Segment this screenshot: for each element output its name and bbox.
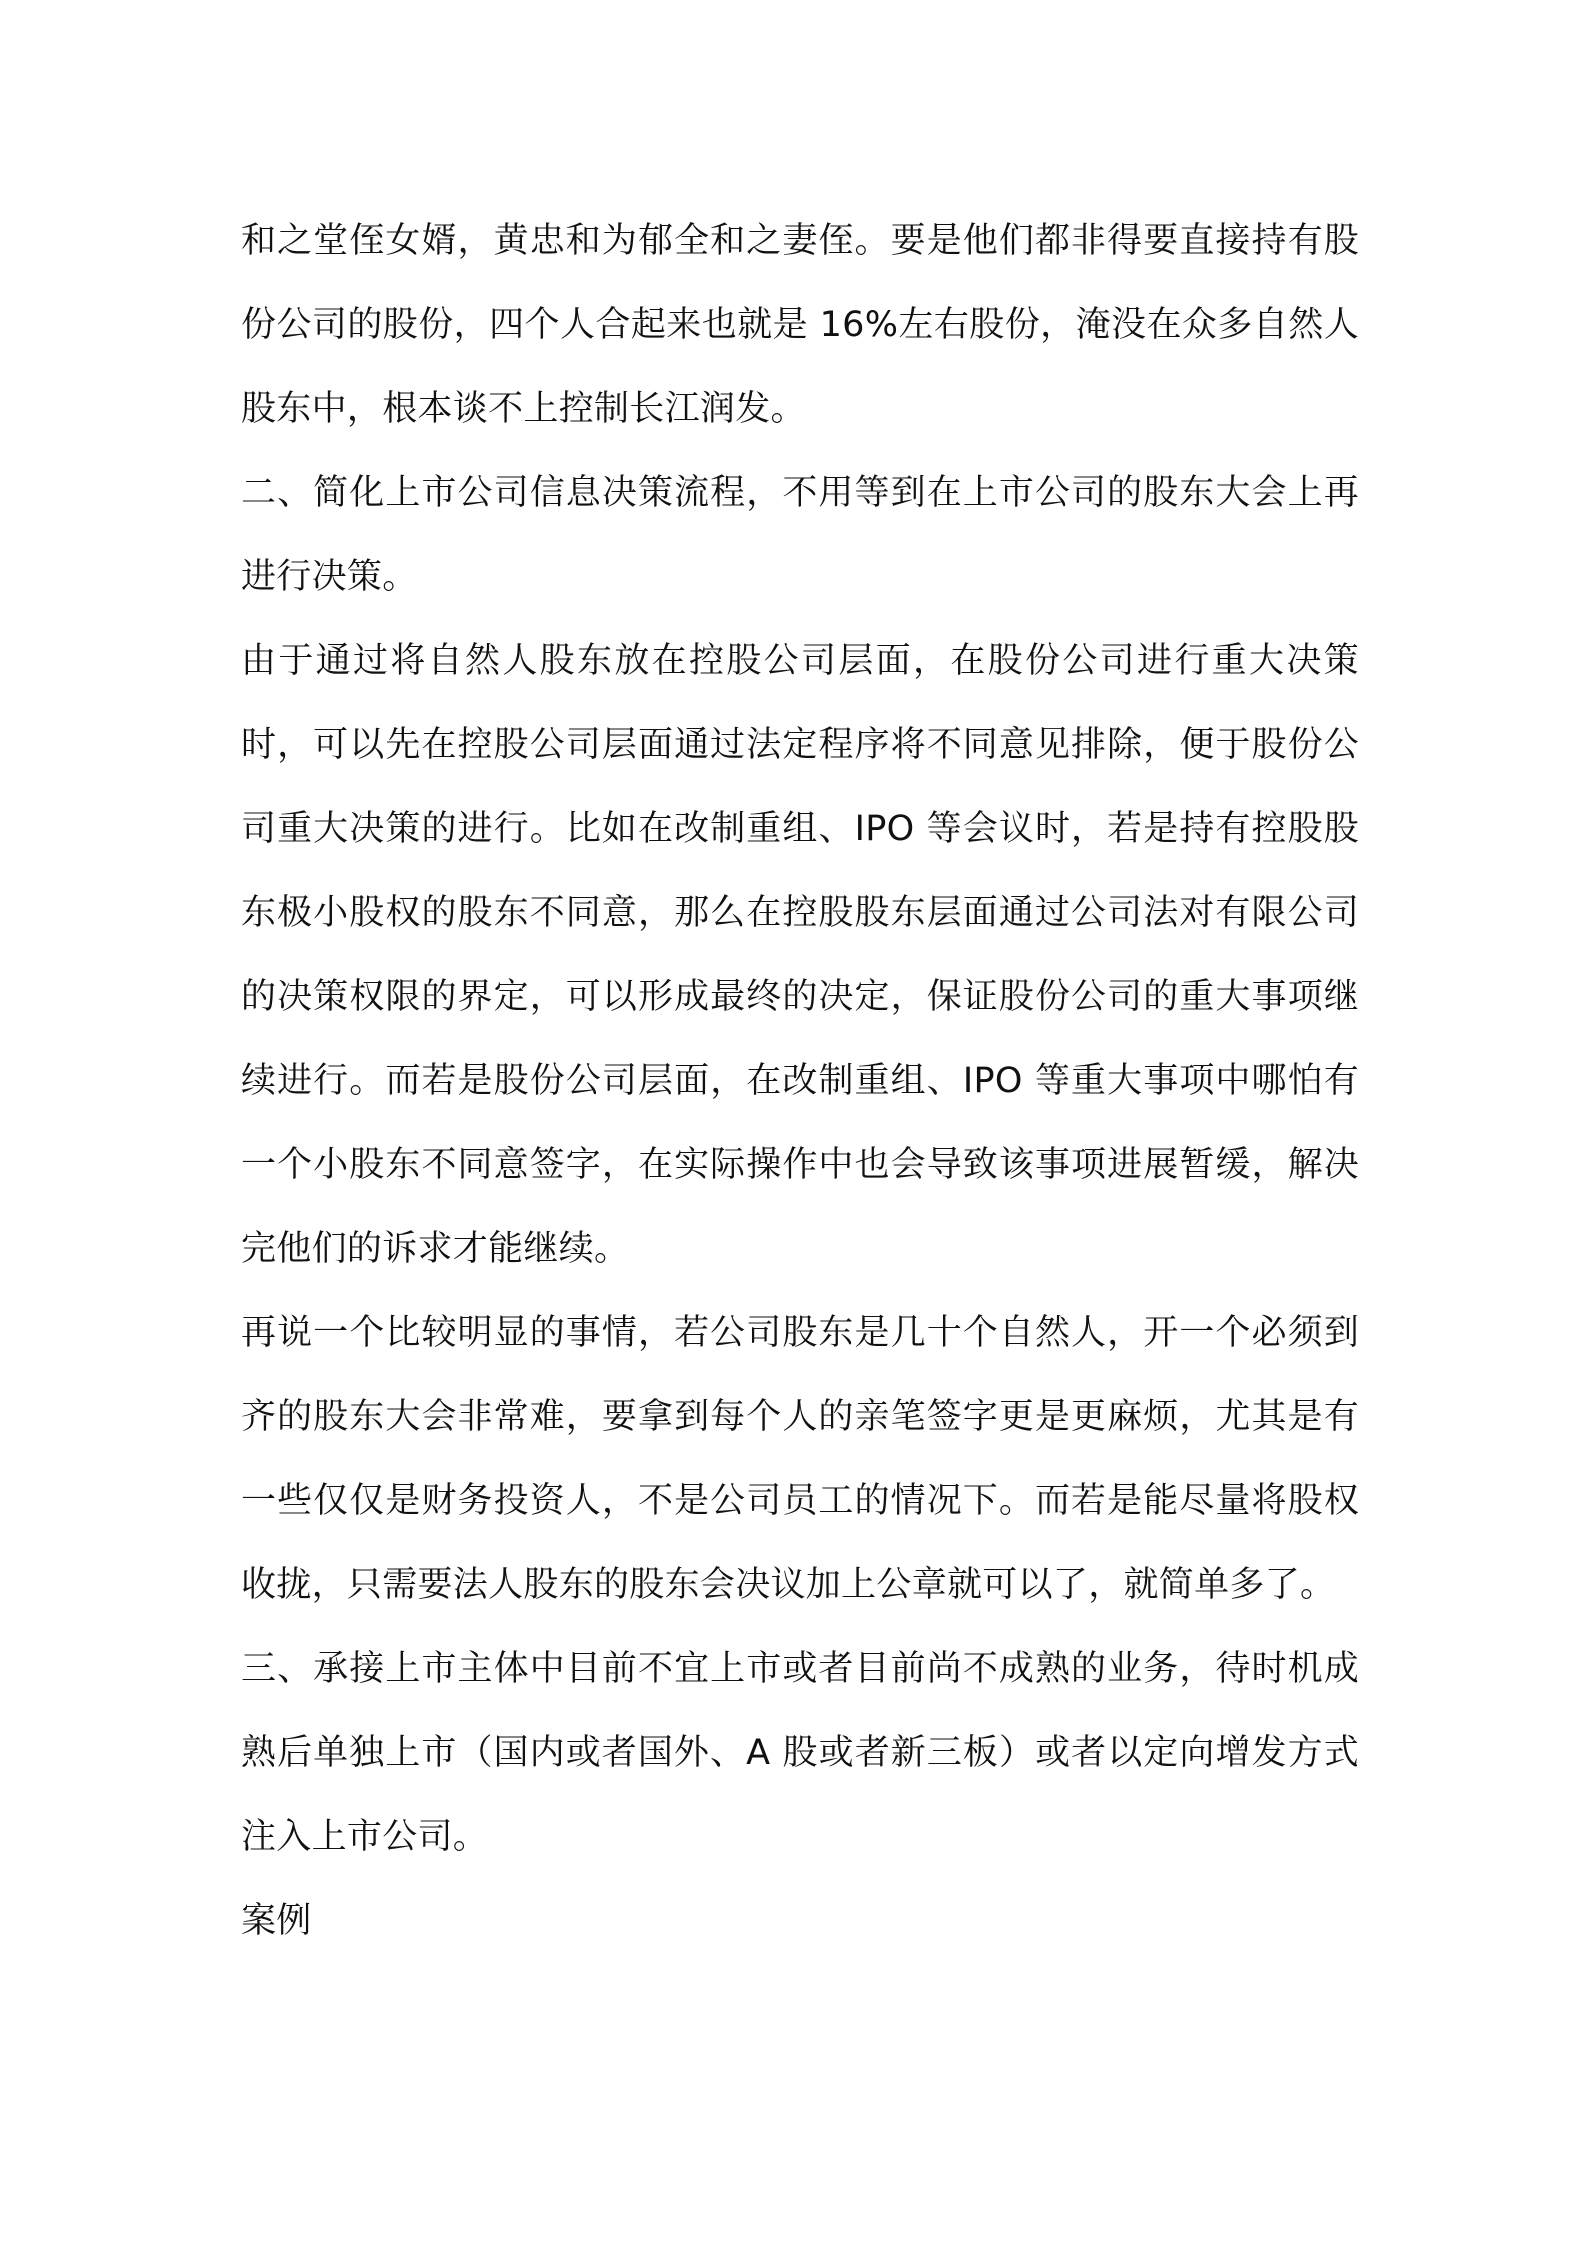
paragraph-case-label: 案例: [241, 1901, 312, 1941]
paragraph-decision-explanation: 由于通过将自然人股东放在控股公司层面，在股份公司进行重大决策时，可以先在控股公司层面通过法定程序将不同意见排除，便于股份公司重大决策的进行。比如在改制重组、IPO 等会议时，若是持有控股股东极小股权的股东不同意，那么在控股股东层面通过公司法对有限公司的决策权限的界定，可以形成最终的决定，保证股份公司的重大事项继续进行。而若是股份公司层面，在改制重组、IPO 等重大事项中哪怕有一个小股东不同意签字，在实际操作中也会导致该事项进展暂缓，解决完他们的诉求才能继续。: [241, 641, 1359, 1269]
paragraph-heading-three: 三、承接上市主体中目前不宜上市或者目前尚不成熟的业务，待时机成熟后单独上市（国内或者国外、A 股或者新三板）或者以定向增发方式注入上市公司。: [241, 1649, 1359, 1857]
paragraph-heading-two: 二、简化上市公司信息决策流程，不用等到在上市公司的股东大会上再进行决策。: [241, 473, 1359, 597]
document-body: [241, 199, 1359, 1963]
paragraph-shareholding-example: 和之堂侄女婿，黄忠和为郁全和之妻侄。要是他们都非得要直接持有股份公司的股份，四个人合起来也就是 16%左右股份，淹没在众多自然人股东中，根本谈不上控制长江润发。: [241, 221, 1359, 429]
paragraph-meeting-example: 再说一个比较明显的事情，若公司股东是几十个自然人，开一个必须到齐的股东大会非常难，要拿到每个人的亲笔签字更是更麻烦，尤其是有一些仅仅是财务投资人，不是公司员工的情况下。而若是能尽量将股权收拢，只需要法人股东的股东会决议加上公章就可以了，就简单多了。: [241, 1313, 1359, 1605]
